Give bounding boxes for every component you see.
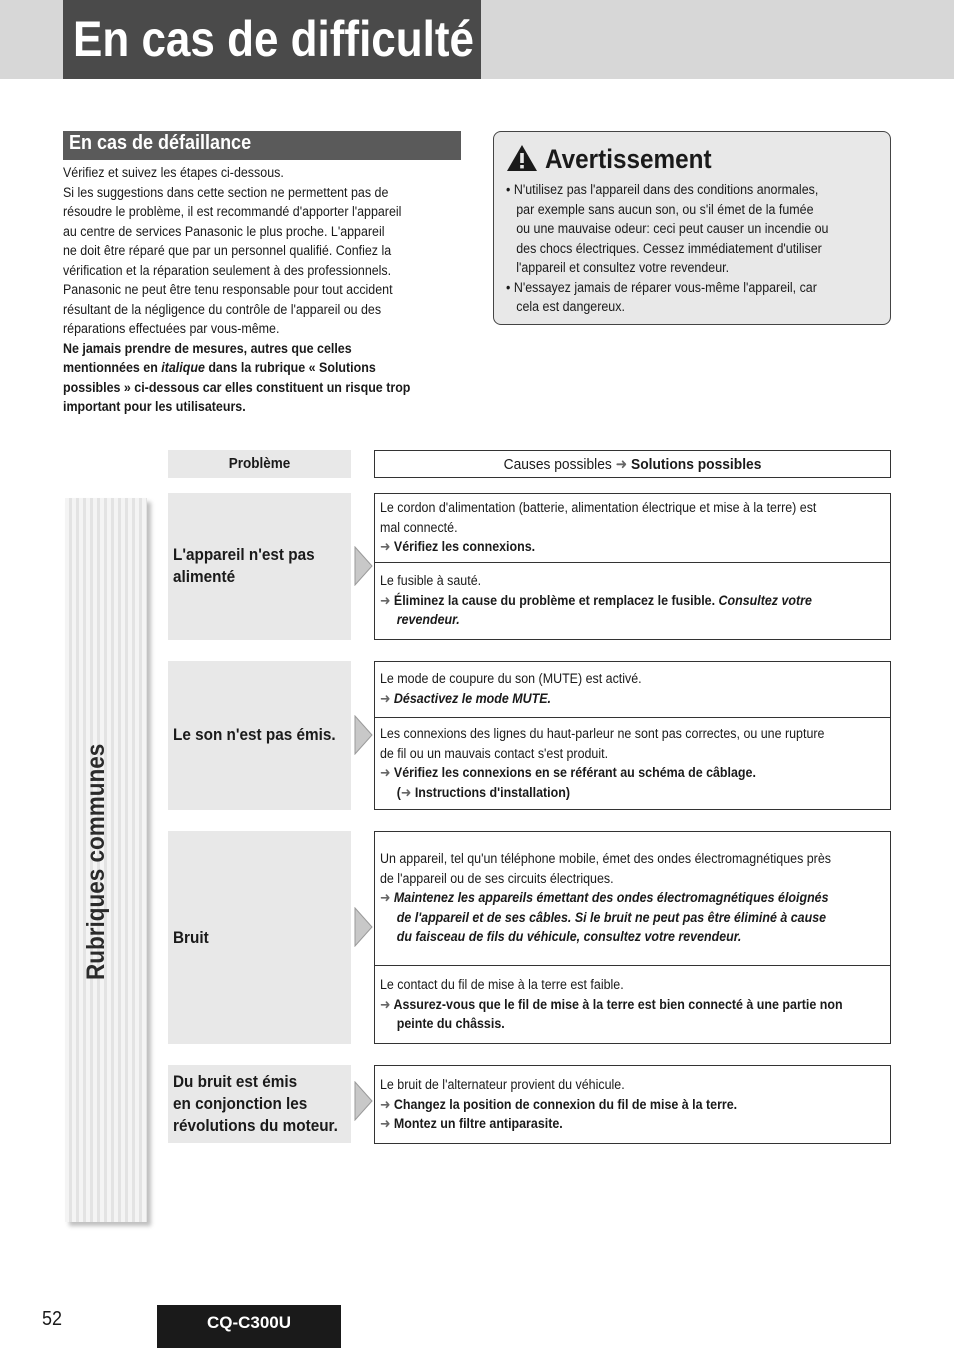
header-problem-label: Problème xyxy=(228,455,291,472)
solution-text: Changez la position de connexion du fil de mise à la terre. xyxy=(393,1096,738,1112)
header-solutions-text: Solutions possibles xyxy=(631,456,762,473)
solution-text: Éliminez la cause du problème et remplacez le fusible. xyxy=(393,592,716,608)
solution-italic-text: Consultez votre xyxy=(718,592,812,608)
warning-item-line: cela est dangereux. xyxy=(516,299,625,314)
intro-line: Vérifiez et suivez les étapes ci-dessous. xyxy=(63,165,284,180)
cause-text: Le bruit de l'alternateur provient du véhicule. xyxy=(380,1077,625,1092)
solution-line xyxy=(380,1114,887,1134)
cause-text: de fil ou un mauvais contact s'est produit. xyxy=(380,745,609,761)
solution-text: Instructions d'installation) xyxy=(414,784,570,800)
intro-line: Panasonic ne peut être tenu responsable pour tout accident xyxy=(63,282,393,297)
side-tab-label: Rubriques communes xyxy=(82,743,110,980)
warning-item-line: • N'essayez jamais de réparer vous-même l'appareil, car xyxy=(506,279,817,295)
intro-line: ne doit être réparé que par un personnel qualifié. Confiez la xyxy=(63,243,392,258)
cause-text: mal connecté. xyxy=(380,519,458,535)
warning-item-line: par exemple sans aucun son, ou s'il émet de la fumée xyxy=(516,201,814,217)
chevron-right-icon xyxy=(353,715,373,755)
cause-text: Le contact du fil de mise à la terre est faible. xyxy=(380,977,624,992)
problem-label xyxy=(173,1071,353,1137)
cause-block xyxy=(380,498,887,557)
header-causes-text: Causes possibles xyxy=(503,456,612,473)
intro-line: résoudre le problème, il est recommandé d'apporter l'appareil xyxy=(63,204,402,219)
solution-text: ( xyxy=(396,784,401,800)
chevron-right-icon xyxy=(353,546,373,586)
intro-line: au centre de services Panasonic le plus proche. L'appareil xyxy=(63,223,385,239)
problem-label-line: en conjonction les xyxy=(173,1094,308,1113)
solution-italic-text: Désactivez le mode MUTE. xyxy=(393,690,552,706)
cause-text: Le cordon d'alimentation (batterie, alimentation électrique et mise à la terre) est xyxy=(380,500,817,515)
solution-italic-text: Maintenez les appareils émettant des ondes électromagnétiques éloignés xyxy=(393,890,829,905)
solutions-divider xyxy=(374,717,891,718)
arrow-icon: ➜ xyxy=(380,1096,391,1112)
chevron-right-icon xyxy=(353,1081,373,1121)
solution-italic-text: du faisceau de fils du véhicule, consultez votre revendeur. xyxy=(396,929,742,944)
cause-block xyxy=(380,571,887,630)
arrow-icon: ➜ xyxy=(380,765,391,780)
warning-item-line: des chocs électriques. Cessez immédiatement d'utiliser xyxy=(516,240,822,256)
cause-text: Le fusible à sauté. xyxy=(380,573,482,588)
solution-line xyxy=(380,783,887,803)
solution-line xyxy=(380,763,887,783)
solution-text: peinte du châssis. xyxy=(396,1016,505,1031)
solution-line xyxy=(380,995,887,1015)
note-italic-word: italique xyxy=(161,360,205,375)
arrow-icon: ➜ xyxy=(380,996,391,1012)
arrow-icon: ➜ xyxy=(380,690,391,706)
solution-text: Montez un filtre antiparasite. xyxy=(393,1116,563,1131)
warning-title: Avertissement xyxy=(545,144,712,174)
cause-text: Un appareil, tel qu'un téléphone mobile, émet des ondes électromagnétiques près xyxy=(380,851,831,866)
cause-text: Le mode de coupure du son (MUTE) est activé. xyxy=(380,671,642,686)
cause-block xyxy=(380,849,887,947)
intro-line: Si les suggestions dans cette section ne permettent pas de xyxy=(63,184,389,200)
arrow-icon: ➜ xyxy=(615,456,628,473)
cause-text: Les connexions des lignes du haut-parleur ne sont pas correctes, ou une rupture xyxy=(380,726,825,741)
warning-note-line: important pour les utilisateurs. xyxy=(63,399,246,414)
solution-line xyxy=(380,888,887,908)
problem-label-line: révolutions du moteur. xyxy=(173,1116,338,1135)
intro-line: résultant de la négligence du contrôle de l'appareil ou des xyxy=(63,301,382,317)
problem-label: Le son n'est pas émis. xyxy=(173,725,336,744)
model-label: CQ-C300U xyxy=(206,1313,292,1332)
page-title: En cas de difficulté xyxy=(73,11,474,67)
arrow-icon: ➜ xyxy=(400,784,412,800)
solutions-divider xyxy=(374,562,891,563)
cause-text: de l'appareil ou de ses circuits électriques. xyxy=(380,870,614,886)
arrow-icon: ➜ xyxy=(380,539,391,554)
warning-list xyxy=(506,180,878,317)
note-fragment: mentionnées en xyxy=(63,360,162,375)
solution-text: Vérifiez les connexions. xyxy=(393,539,536,554)
arrow-icon: ➜ xyxy=(380,890,391,905)
solution-italic-text: revendeur. xyxy=(396,612,460,627)
page-number: 52 xyxy=(42,1308,63,1330)
note-fragment: dans la rubrique « Solutions xyxy=(204,360,376,375)
warning-note-line: possibles » ci-dessous car elles constituent un risque trop xyxy=(63,379,411,395)
cause-block xyxy=(380,1075,887,1134)
cause-block xyxy=(380,669,887,708)
solution-italic-text: de l'appareil et de ses câbles. Si le bruit ne peut pas être éliminé à cause xyxy=(396,909,827,925)
intro-text xyxy=(63,163,452,417)
warning-item-line: l'appareil et consultez votre revendeur. xyxy=(516,260,730,275)
arrow-icon: ➜ xyxy=(380,592,391,608)
solutions-divider xyxy=(374,965,891,966)
cause-block xyxy=(380,975,887,1034)
problem-label-line: Du bruit est émis xyxy=(173,1072,298,1091)
solution-text: Vérifiez les connexions en se référant au schéma de câblage. xyxy=(393,765,756,780)
solution-line xyxy=(380,689,887,709)
intro-line: réparations effectuées par vous-même. xyxy=(63,321,280,336)
warning-note-line xyxy=(63,358,452,378)
warning-triangle-icon xyxy=(506,144,538,172)
problem-label: L'appareil n'est pas alimenté xyxy=(173,545,315,586)
chevron-right-icon xyxy=(353,907,373,947)
header-solutions-label xyxy=(395,455,871,473)
warning-note-line: Ne jamais prendre de mesures, autres que celles xyxy=(63,340,352,356)
solution-text: Assurez-vous que le fil de mise à la terre est bien connecté à une partie non xyxy=(393,996,843,1012)
solution-line xyxy=(380,1095,887,1115)
cause-block xyxy=(380,724,887,802)
warning-item-line: • N'utilisez pas l'appareil dans des conditions anormales, xyxy=(506,182,819,197)
solution-line xyxy=(380,537,887,557)
problem-label: Bruit xyxy=(173,928,209,947)
intro-line: vérification et la réparation seulement à des professionnels. xyxy=(63,262,392,278)
section-title: En cas de défaillance xyxy=(69,132,252,154)
warning-item-line: ou une mauvaise odeur: ceci peut causer un incendie ou xyxy=(516,221,829,236)
arrow-icon: ➜ xyxy=(380,1116,391,1131)
solution-line xyxy=(380,591,887,611)
